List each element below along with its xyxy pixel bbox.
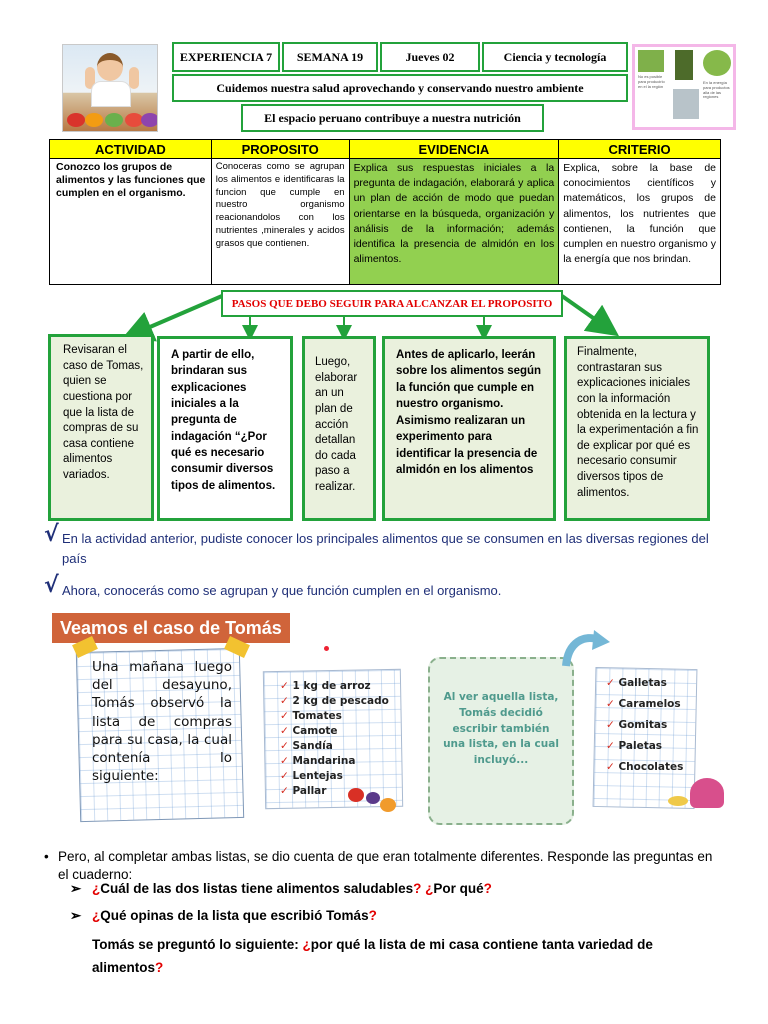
arrow-bullet-icon: ➢ [70,881,82,896]
col-proposito: PROPOSITO [211,140,349,159]
note-previous-activity: En la actividad anterior, pudiste conocer los principales alimentos que se consumen en las diversas regiones del país [62,531,709,566]
semana-label: SEMANA 19 [282,42,378,72]
check-icon: ✓ [280,710,289,722]
home-list-item: ✓ Pallar [280,785,327,797]
tomas-list-item: ✓ Caramelos [606,698,681,710]
area-label: Ciencia y tecnología [482,42,628,72]
question-3: Tomás se preguntó lo siguiente: ¿por qué la lista de mi casa contiene tanta variedad de alimentos? [92,937,653,975]
cell-proposito: Conoceras como se agrupan los alimentos e identificaras la funcion que cumple en nuestro organismo reacionandolos con los nutrientes ,minerales y acidos grasos que contienen. [211,159,349,285]
note-current-activity: Ahora, conocerás como se agrupan y que función cumplen en el organismo. [62,583,502,598]
home-list-item: ✓ Mandarina [280,755,356,767]
bullet-icon: • [44,849,49,864]
check-icon: ✓ [280,695,289,707]
check-icon: ✓ [606,698,615,710]
peruvian-food-collage: No es posible para producirlo en el la región En la energía para productos alla de las regiones [632,44,736,130]
story-text: Una mañana luego del desayuno, Tomás observó la lista de compras para su casa, la cual contenía lo siguiente: [92,659,232,785]
home-list-item: ✓ Tomates [280,710,342,722]
check-icon: √ [44,522,59,547]
home-list-item: ✓ 1 kg de arroz [280,680,371,692]
experiencia-label: EXPERIENCIA 7 [172,42,280,72]
case-banner: Veamos el caso de Tomás [52,613,290,643]
check-icon: ✓ [280,785,289,797]
home-list-item: ✓ Lentejas [280,770,343,782]
step-4: Antes de aplicarlo, leerán sobre los alimentos según la función que cumple en nuestro organismo. Asimismo realizaran un experimento para identificar la presencia de almidón en los alimentos [382,336,556,521]
check-icon: √ [44,573,59,598]
questions-intro: Pero, al completar ambas listas, se dio cuenta de que eran totalmente diferentes. Responde las preguntas en el cuaderno: [58,849,713,882]
child-vegetables-photo [62,44,158,132]
check-icon: ✓ [280,680,289,692]
steps-title: PASOS QUE DEBO SEGUIR PARA ALCANZAR EL PROPOSITO [221,290,563,317]
check-icon: ✓ [280,755,289,767]
planning-table [49,139,721,285]
grapes-icon [366,792,380,804]
orange-icon [380,798,396,812]
step-3: Luego, elaborar an un plan de acción detallan do cada paso a realizar. [302,336,376,521]
step-2: A partir de ello, brindaran sus explicaciones iniciales a la pregunta de indagación “¿Por qué es necesario consumir diversos tipos de alimentos. [157,336,293,521]
col-evidencia: EVIDENCIA [349,140,559,159]
check-icon: ✓ [606,761,615,773]
question-1: ¿Cuál de las dos listas tiene alimentos saludables? ¿Por qué? [92,881,492,896]
cupcake-icon [690,778,724,808]
activity-subtitle: El espacio peruano contribuye a nuestra nutrición [241,104,544,132]
col-actividad: ACTIVIDAD [50,140,212,159]
fruit-icon [348,788,364,802]
check-icon: ✓ [280,740,289,752]
col-criterio: CRITERIO [559,140,721,159]
candy-icon [668,796,688,806]
dia-label: Jueves 02 [380,42,480,72]
cell-evidencia: Explica sus respuestas iniciales a la pregunta de indagación, elaborará y aplica un plan de acción de modo que puedan orientarse en la búsqueda, organización y análisis de la información; además identifica la presencia de almidón en los alimentos. [349,159,559,285]
check-icon: ✓ [606,677,615,689]
check-icon: ✓ [280,725,289,737]
tomas-list-item: ✓ Paletas [606,740,663,752]
pin-icon [324,646,329,651]
home-list-item: ✓ 2 kg de pescado [280,695,389,707]
speech-text: Al ver aquella lista, Tomás decidió escribir también una lista, en la cual incluyó... [443,691,559,766]
check-icon: ✓ [280,770,289,782]
activity-title: Cuidemos nuestra salud aprovechando y conservando nuestro ambiente [172,74,628,102]
curved-arrow-icon [560,628,612,672]
check-icon: ✓ [606,740,615,752]
cell-actividad: Conozco los grupos de alimentos y las funciones que cumplen en el organismo. [50,159,212,285]
step-5: Finalmente, contrastaran sus explicaciones iniciales con la información obtenida en la lectura y la experimentación a fin de explicar por qué es necesario consumir diversos tipos de alimentos. [564,336,710,521]
question-2: ¿Qué opinas de la lista que escribió Tomás? [92,908,377,923]
tomas-list-item: ✓ Galletas [606,677,667,689]
tomas-list-item: ✓ Chocolates [606,761,684,773]
arrow-bullet-icon: ➢ [70,908,82,923]
home-list-item: ✓ Camote [280,725,338,737]
check-icon: ✓ [606,719,615,731]
step-1: Revisaran el caso de Tomas, quien se cuestiona por que la lista de compras de su casa contiene alimentos variados. [48,334,154,521]
home-list-item: ✓ Sandía [280,740,333,752]
cell-criterio: Explica, sobre la base de conocimientos científicos y matemáticos, los grupos de alimentos, los nutrientes que contienen, la función que cumplen en nuestro organismo y la energía que nos brindan. [559,159,721,285]
tomas-list-item: ✓ Gomitas [606,719,668,731]
